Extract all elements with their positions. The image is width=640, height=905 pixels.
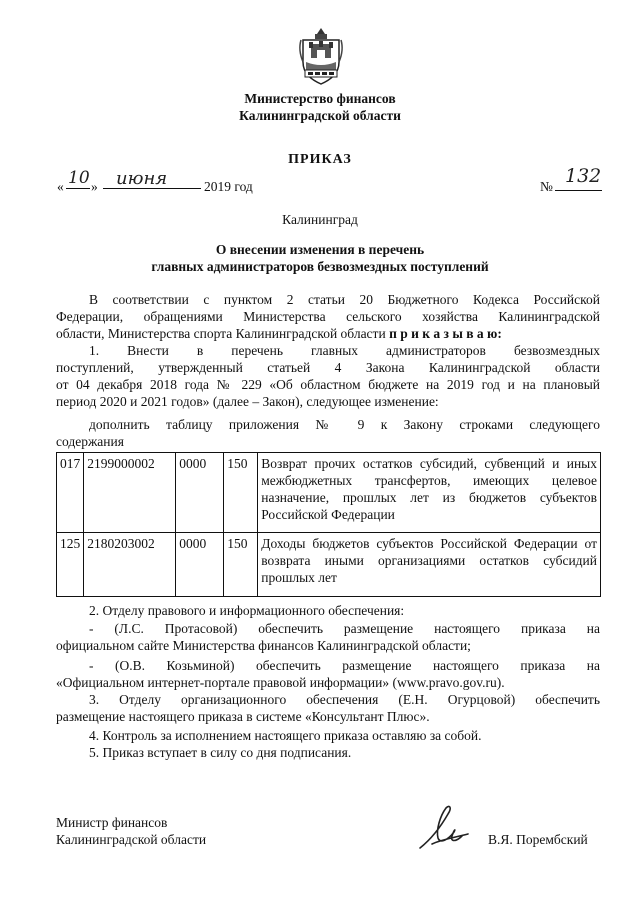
table-row <box>57 453 601 533</box>
date-day: 10 <box>68 168 90 188</box>
item1-sub-line1: дополнить таблицу приложения № 9 к Закону строками следующего <box>89 417 600 432</box>
table-cell-subcode: 0000 <box>176 533 224 597</box>
city: Калининград <box>282 212 358 227</box>
signatory-position-line1: Министр финансов <box>56 815 168 830</box>
preamble-line1: В соответствии с пунктом 2 статьи 20 Бюджетного Кодекса Российской <box>89 292 600 307</box>
table-cell-admin-code: 125 <box>57 533 84 597</box>
coat-of-arms-icon <box>297 26 345 86</box>
table-cell-kbk: 2199000002 <box>84 453 176 533</box>
title-line1: О внесении изменения в перечень <box>215 242 425 257</box>
preamble-line2: Федерации, обращениями Министерства сельского хозяйства Калининградской <box>56 309 600 324</box>
item4: 4. Контроль за исполнением настоящего приказа оставляю за собой. <box>89 728 482 743</box>
table-cell-subcode: 0000 <box>176 453 224 533</box>
table-cell-kosgu: 150 <box>224 453 258 533</box>
signatory-position-line2: Калининградской области <box>56 832 207 847</box>
preamble-line3 <box>56 325 502 342</box>
item1-line1: 1. Внести в перечень главных администраторов безвозмездных <box>89 343 600 358</box>
item2: 2. Отделу правового и информационного обеспечения: <box>89 603 405 618</box>
preamble-line3-text: области, Министерства спорта Калининградской области <box>56 326 386 341</box>
number-label: № <box>540 179 553 194</box>
ministry-line1: Министерство финансов <box>244 91 396 106</box>
item2a-line2: официальном сайте Министерства финансов Калининградской области; <box>56 638 471 653</box>
item1-line4: период 2020 и 2021 годов» (далее – Закон), следующее изменение: <box>56 394 439 409</box>
table-cell-kbk: 2180203002 <box>84 533 176 597</box>
date-year: 2019 год <box>204 179 253 194</box>
budget-codes-table <box>56 452 601 597</box>
handwritten-signature <box>410 800 480 855</box>
document-number: 132 <box>565 165 602 187</box>
document-type: ПРИКАЗ <box>288 152 352 167</box>
table-cell-admin-code: 017 <box>57 453 84 533</box>
order-word: п р и к а з ы в а ю: <box>389 326 502 341</box>
item1-sub-line2: содержания <box>56 434 124 449</box>
date-month: июня <box>116 168 168 189</box>
item5: 5. Приказ вступает в силу со дня подписания. <box>89 745 352 760</box>
day-underline <box>66 188 90 189</box>
ministry-line2: Калининградской области <box>239 108 401 123</box>
number-underline <box>555 190 602 191</box>
item2b-line1: - (О.В. Козьминой) обеспечить размещение настоящего приказа на <box>89 658 600 673</box>
signatory-name: В.Я. Порембский <box>488 832 588 847</box>
item1-line2: поступлений, утвержденный статьей 4 Закона Калининградской области <box>56 360 600 375</box>
table-cell-kosgu: 150 <box>224 533 258 597</box>
item1-line3: от 04 декабря 2018 года № 229 «Об областном бюджете на 2019 год и на плановый <box>56 377 600 392</box>
table-cell-name: Доходы бюджетов субъектов Российской Федерации от возврата иными организациями остатков субсидий прошлых лет <box>258 533 601 597</box>
date-quote-open: « <box>57 179 64 194</box>
table-cell-name: Возврат прочих остатков субсидий, субвенций и иных межбюджетных трансфертов, имеющих целевое назначение, прошлых лет из бюджетов субъектов Российской Федерации <box>258 453 601 533</box>
month-underline <box>103 188 201 189</box>
table-row <box>57 533 601 597</box>
date-quote-close: » <box>91 179 98 194</box>
item2a-line1: - (Л.С. Протасовой) обеспечить размещение настоящего приказа на <box>89 621 600 636</box>
item3-line1: 3. Отделу организационного обеспечения (Е.Н. Огурцовой) обеспечить <box>89 692 600 707</box>
title-line2: главных администраторов безвозмездных поступлений <box>151 259 489 274</box>
item2b-line2: «Официальном интернет-портале правовой информации» (www.pravo.gov.ru). <box>56 675 505 690</box>
item3-line2: размещение настоящего приказа в системе «Консультант Плюс». <box>56 709 430 724</box>
